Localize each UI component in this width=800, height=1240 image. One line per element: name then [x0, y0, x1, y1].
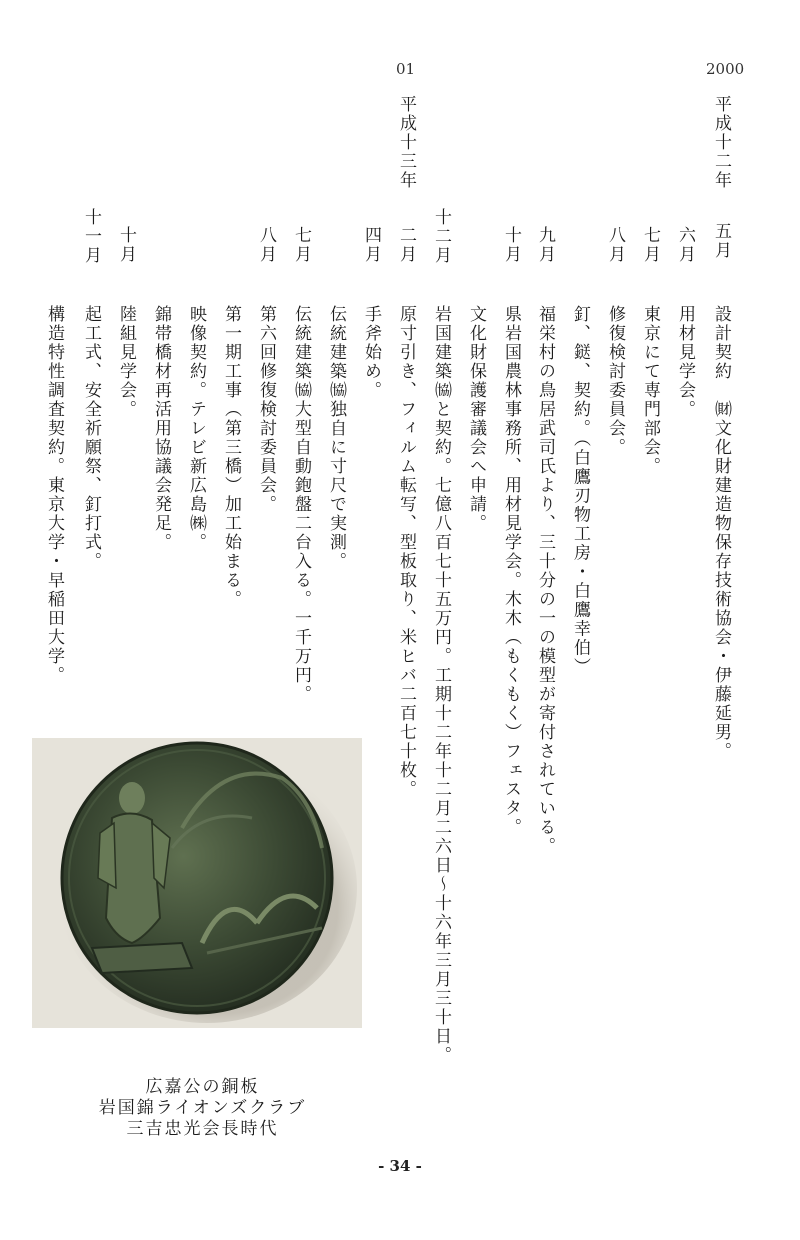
month-label: 六月	[675, 226, 695, 264]
photo-caption-line-1: 広嘉公の銅板	[145, 1077, 260, 1097]
chronology-entry: 文化財保護審議会へ申請。	[466, 305, 486, 533]
chronology-entry: 福栄村の鳥居武司氏より、三十分の一の模型が寄付されている。	[535, 305, 555, 856]
month-label: 十月	[116, 226, 136, 264]
chronology-entry: 伝統建築㈿大型自動鉋盤二台入る。一千万円。	[291, 305, 311, 704]
photo-caption-line-3: 三吉忠光会長時代	[126, 1119, 279, 1139]
chronology-entry: 原寸引き、フィルム転写、型板取り、米ヒバ二百七十枚。	[396, 305, 416, 799]
chronology-entry: 岩国建築㈿と契約。七億八百七十五万円。工期十二年十二月二六日〜十六年三月三十日。	[431, 305, 451, 1065]
month-label: 十二月	[431, 208, 451, 265]
month-label: 八月	[605, 226, 625, 264]
bronze-plaque-photo	[32, 738, 362, 1028]
chronology-entry: 伝統建築㈿独自に寸尺で実測。	[326, 305, 346, 571]
month-label: 七月	[640, 226, 660, 264]
month-label: 十月	[501, 226, 521, 264]
year-marker-01: 01	[396, 60, 416, 78]
chronology-entry: 県岩国農林事務所、用材見学会。木木（もくもく）フェスタ。	[501, 305, 521, 837]
chronology-entry: 手斧始め。	[361, 305, 381, 400]
chronology-entry: 構造特性調査契約。東京大学・早稲田大学。	[44, 305, 64, 685]
chronology-entry: 設計契約 ㈶文化財建造物保存技術協会・伊藤延男。	[711, 305, 731, 761]
month-label: 八月	[256, 226, 276, 264]
chronology-entry: 映像契約。テレビ新広島㈱。	[186, 305, 206, 552]
month-label: 四月	[361, 226, 381, 264]
photo-caption-line-2: 岩国錦ライオンズクラブ	[98, 1098, 307, 1118]
page-number: - 34 -	[378, 1157, 422, 1175]
chronology-entry: 東京にて専門部会。	[640, 305, 660, 476]
year-marker-2000: 2000	[706, 60, 745, 78]
month-label: 九月	[535, 226, 555, 264]
month-label: 十一月	[81, 208, 101, 265]
chronology-entry: 錦帯橋材再活用協議会発足。	[151, 305, 171, 552]
month-label: 五月	[711, 222, 731, 260]
chronology-entry: 陸組見学会。	[116, 305, 136, 419]
era-heisei-12: 平成十二年	[711, 95, 731, 190]
chronology-entry: 起工式、安全祈願祭、釘打式。	[81, 305, 101, 571]
month-label: 二月	[396, 226, 416, 264]
month-label: 七月	[291, 226, 311, 264]
era-heisei-13: 平成十三年	[396, 95, 416, 190]
chronology-entry: 第一期工事（第三橋）加工始まる。	[221, 305, 241, 609]
bronze-plaque-illustration	[32, 738, 362, 1028]
chronology-entry: 修復検討委員会。	[605, 305, 625, 457]
chronology-entry: 第六回修復検討委員会。	[256, 305, 276, 514]
chronology-entry: 用材見学会。	[675, 305, 695, 419]
chronology-entry: 釘、鎹、契約。（白鷹刃物工房・白鷹幸伯）	[570, 305, 590, 677]
